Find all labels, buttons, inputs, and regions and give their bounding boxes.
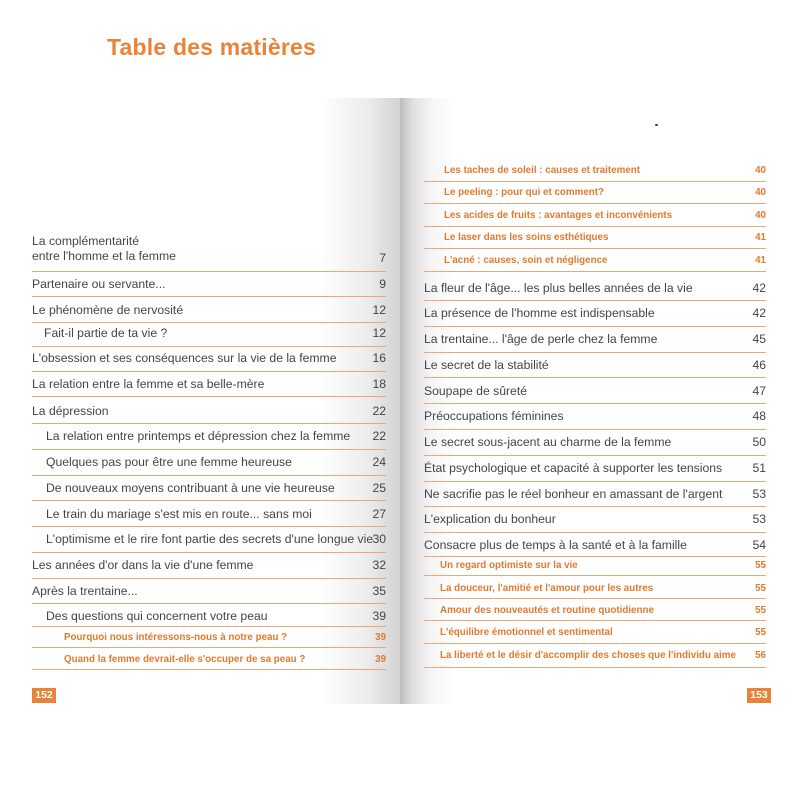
divider — [32, 449, 386, 450]
divider — [424, 352, 766, 353]
toc-entry-page: 55 — [755, 627, 766, 638]
toc-entry-title: Les années d'or dans la vie d'une femme — [32, 558, 254, 572]
toc-entry-page: 51 — [752, 461, 766, 475]
toc-entry-page: 53 — [752, 487, 766, 501]
toc-entry-title: L'explication du bonheur — [424, 512, 556, 526]
toc-entry — [444, 186, 766, 200]
divider — [32, 669, 386, 670]
divider — [424, 532, 766, 533]
toc-entry-title: Le train du mariage s'est mis en route... sans moi — [46, 507, 312, 521]
toc-entry — [424, 512, 766, 528]
toc-entry-page: 54 — [752, 538, 766, 552]
page-title: Table des matières — [107, 34, 316, 60]
toc-entry-page: 27 — [372, 507, 386, 521]
toc-entry-title: Quand la femme devrait-elle s'occuper de sa peau ? — [64, 654, 306, 665]
toc-entry — [32, 303, 386, 319]
toc-entry-page: 55 — [755, 583, 766, 594]
toc-entry-title: Fait-il partie de ta vie ? — [44, 326, 168, 340]
toc-entry-title: L'optimisme et le rire font partie des secrets d'une longue vie — [46, 532, 374, 546]
toc-entry-title: Amour des nouveautés et routine quotidienne — [440, 605, 654, 616]
toc-entry — [424, 487, 766, 503]
toc-entry-page: 12 — [372, 326, 386, 340]
divider — [424, 300, 766, 301]
toc-entry-page: 22 — [372, 429, 386, 443]
toc-entry-page: 42 — [752, 306, 766, 320]
toc-entry-title: Le laser dans les soins esthétiques — [444, 232, 609, 243]
toc-entry-title: Partenaire ou servante... — [32, 277, 166, 291]
toc-entry — [32, 234, 386, 266]
toc-entry — [32, 277, 386, 293]
toc-entry-page: 39 — [375, 632, 386, 643]
toc-entry-title: Pourquoi nous intéressons-nous à notre peau ? — [64, 632, 288, 643]
divider — [424, 271, 766, 272]
toc-entry — [424, 332, 766, 348]
divider — [424, 575, 766, 576]
toc-entry — [424, 306, 766, 322]
toc-entry-title: Soupape de sûreté — [424, 384, 527, 398]
toc-entry-title — [32, 234, 176, 264]
toc-entry-title: État psychologique et capacité à supporter les tensions — [424, 461, 723, 475]
toc-entry-title: La relation entre la femme et sa belle-mère — [32, 377, 265, 391]
toc-entry-page: 47 — [752, 384, 766, 398]
divider — [424, 248, 766, 249]
divider — [424, 506, 766, 507]
divider — [32, 322, 386, 323]
divider — [424, 667, 766, 668]
toc-entry — [444, 209, 766, 223]
toc-entry — [424, 435, 766, 451]
toc-entry-page: 24 — [372, 455, 386, 469]
toc-entry-title: La douceur, l'amitié et l'amour pour les autres — [440, 583, 654, 594]
toc-entry-title: Les taches de soleil : causes et traitement — [444, 165, 641, 176]
divider — [32, 552, 386, 553]
divider — [424, 181, 766, 182]
divider — [32, 371, 386, 372]
toc-entry-page: 9 — [379, 277, 386, 291]
divider — [32, 346, 386, 347]
divider — [424, 326, 766, 327]
toc-entry — [32, 377, 386, 393]
toc-entry-title: Ne sacrifie pas le réel bonheur en amassant de l'argent — [424, 487, 723, 501]
toc-entry-title: La liberté et le désir d'accomplir des choses que l'individu aime — [440, 650, 736, 661]
divider — [32, 647, 386, 648]
divider — [32, 578, 386, 579]
toc-entry-title: Les acides de fruits : avantages et inconvénients — [444, 210, 673, 221]
toc-entry-title: Des questions qui concernent votre peau — [46, 609, 268, 623]
toc-entry-title-line2: entre l'homme et la femme — [32, 249, 176, 263]
toc-entry — [32, 584, 386, 600]
divider — [32, 296, 386, 297]
toc-entry-title: L'obsession et ses conséquences sur la vie de la femme — [32, 351, 337, 365]
toc-entry-page: 40 — [755, 165, 766, 176]
divider — [32, 526, 386, 527]
toc-entry-page: 46 — [752, 358, 766, 372]
divider — [424, 377, 766, 378]
toc-entry-title: Un regard optimiste sur la vie — [440, 560, 578, 571]
toc-entry-title: La dépression — [32, 404, 109, 418]
toc-entry-title: Le secret de la stabilité — [424, 358, 549, 372]
toc-entry-page: 22 — [372, 404, 386, 418]
toc-entry — [32, 351, 386, 367]
toc-entry-page: 18 — [372, 377, 386, 391]
divider — [424, 598, 766, 599]
toc-entry-title-line1: La complémentarité — [32, 234, 140, 248]
divider — [424, 620, 766, 621]
toc-entry-page: 41 — [755, 232, 766, 243]
divider — [424, 403, 766, 404]
toc-entry — [444, 164, 766, 178]
divider — [32, 500, 386, 501]
toc-entry — [32, 558, 386, 574]
toc-entry-page: 55 — [755, 605, 766, 616]
toc-entry-page: 56 — [755, 650, 766, 661]
toc-entry-title: La fleur de l'âge... les plus belles années de la vie — [424, 281, 693, 295]
toc-entry-title: Le peeling : pour qui et comment? — [444, 187, 605, 198]
toc-entry-title: De nouveaux moyens contribuant à une vie heureuse — [46, 481, 335, 495]
toc-entry — [440, 582, 766, 596]
divider — [32, 626, 386, 627]
divider — [424, 481, 766, 482]
divider — [32, 603, 386, 604]
divider — [424, 429, 766, 430]
divider — [424, 203, 766, 204]
toc-entry-page: 35 — [372, 584, 386, 598]
toc-entry-title: Après la trentaine... — [32, 584, 138, 598]
divider — [32, 475, 386, 476]
toc-entry-page: 32 — [372, 558, 386, 572]
toc-entry-page: 40 — [755, 187, 766, 198]
divider — [32, 271, 386, 272]
toc-entry — [46, 532, 386, 548]
toc-entry-page: 16 — [372, 351, 386, 365]
toc-entry — [424, 281, 766, 297]
toc-entry-page: 45 — [752, 332, 766, 346]
toc-entry-title: L'acné : causes, soin et négligence — [444, 255, 608, 266]
toc-entry — [440, 604, 766, 618]
divider — [424, 226, 766, 227]
divider — [32, 396, 386, 397]
toc-entry-page: 50 — [752, 435, 766, 449]
toc-entry — [440, 559, 766, 573]
toc-entry-page: 48 — [752, 409, 766, 423]
toc-entry-title: Quelques pas pour être une femme heureuse — [46, 455, 292, 469]
toc-entry-title: La présence de l'homme est indispensable — [424, 306, 655, 320]
divider — [32, 423, 386, 424]
toc-entry-page: 53 — [752, 512, 766, 526]
toc-entry-title: Le phénomène de nervosité — [32, 303, 184, 317]
print-speck — [655, 124, 658, 126]
toc-entry — [440, 649, 766, 663]
toc-entry-title: L'équilibre émotionnel et sentimental — [440, 627, 613, 638]
toc-entry-page: 25 — [372, 481, 386, 495]
toc-entry — [424, 358, 766, 374]
divider — [424, 556, 766, 557]
toc-entry — [46, 455, 386, 471]
toc-entry-page: 40 — [755, 210, 766, 221]
toc-entry — [424, 384, 766, 400]
toc-entry — [424, 461, 766, 477]
toc-entry-page: 7 — [379, 251, 386, 265]
toc-entry-title: La trentaine... l'âge de perle chez la femme — [424, 332, 658, 346]
toc-entry — [444, 254, 766, 268]
toc-entry — [424, 538, 766, 554]
toc-entry-page: 12 — [372, 303, 386, 317]
toc-entry — [64, 653, 386, 667]
toc-entry — [424, 409, 766, 425]
divider — [424, 643, 766, 644]
toc-entry — [46, 481, 386, 497]
toc-entry — [444, 231, 766, 245]
toc-entry — [46, 507, 386, 523]
page-number-right: 153 — [747, 688, 771, 703]
toc-entry — [440, 626, 766, 640]
toc-entry-page: 39 — [372, 609, 386, 623]
toc-entry-page: 39 — [375, 654, 386, 665]
toc-entry — [46, 609, 386, 625]
page-number-left: 152 — [32, 688, 56, 703]
toc-entry — [32, 404, 386, 420]
toc-entry-title: Le secret sous-jacent au charme de la femme — [424, 435, 672, 449]
toc-entry-page: 41 — [755, 255, 766, 266]
toc-entry-title: Préoccupations féminines — [424, 409, 564, 423]
toc-entry — [46, 429, 386, 445]
toc-entry-page: 55 — [755, 560, 766, 571]
toc-entry-page: 30 — [372, 532, 386, 546]
divider — [424, 455, 766, 456]
toc-entry-title: Consacre plus de temps à la santé et à la famille — [424, 538, 687, 552]
toc-entry — [64, 631, 386, 645]
toc-entry — [44, 326, 386, 342]
toc-entry-page: 42 — [752, 281, 766, 295]
toc-entry-title: La relation entre printemps et dépression chez la femme — [46, 429, 351, 443]
